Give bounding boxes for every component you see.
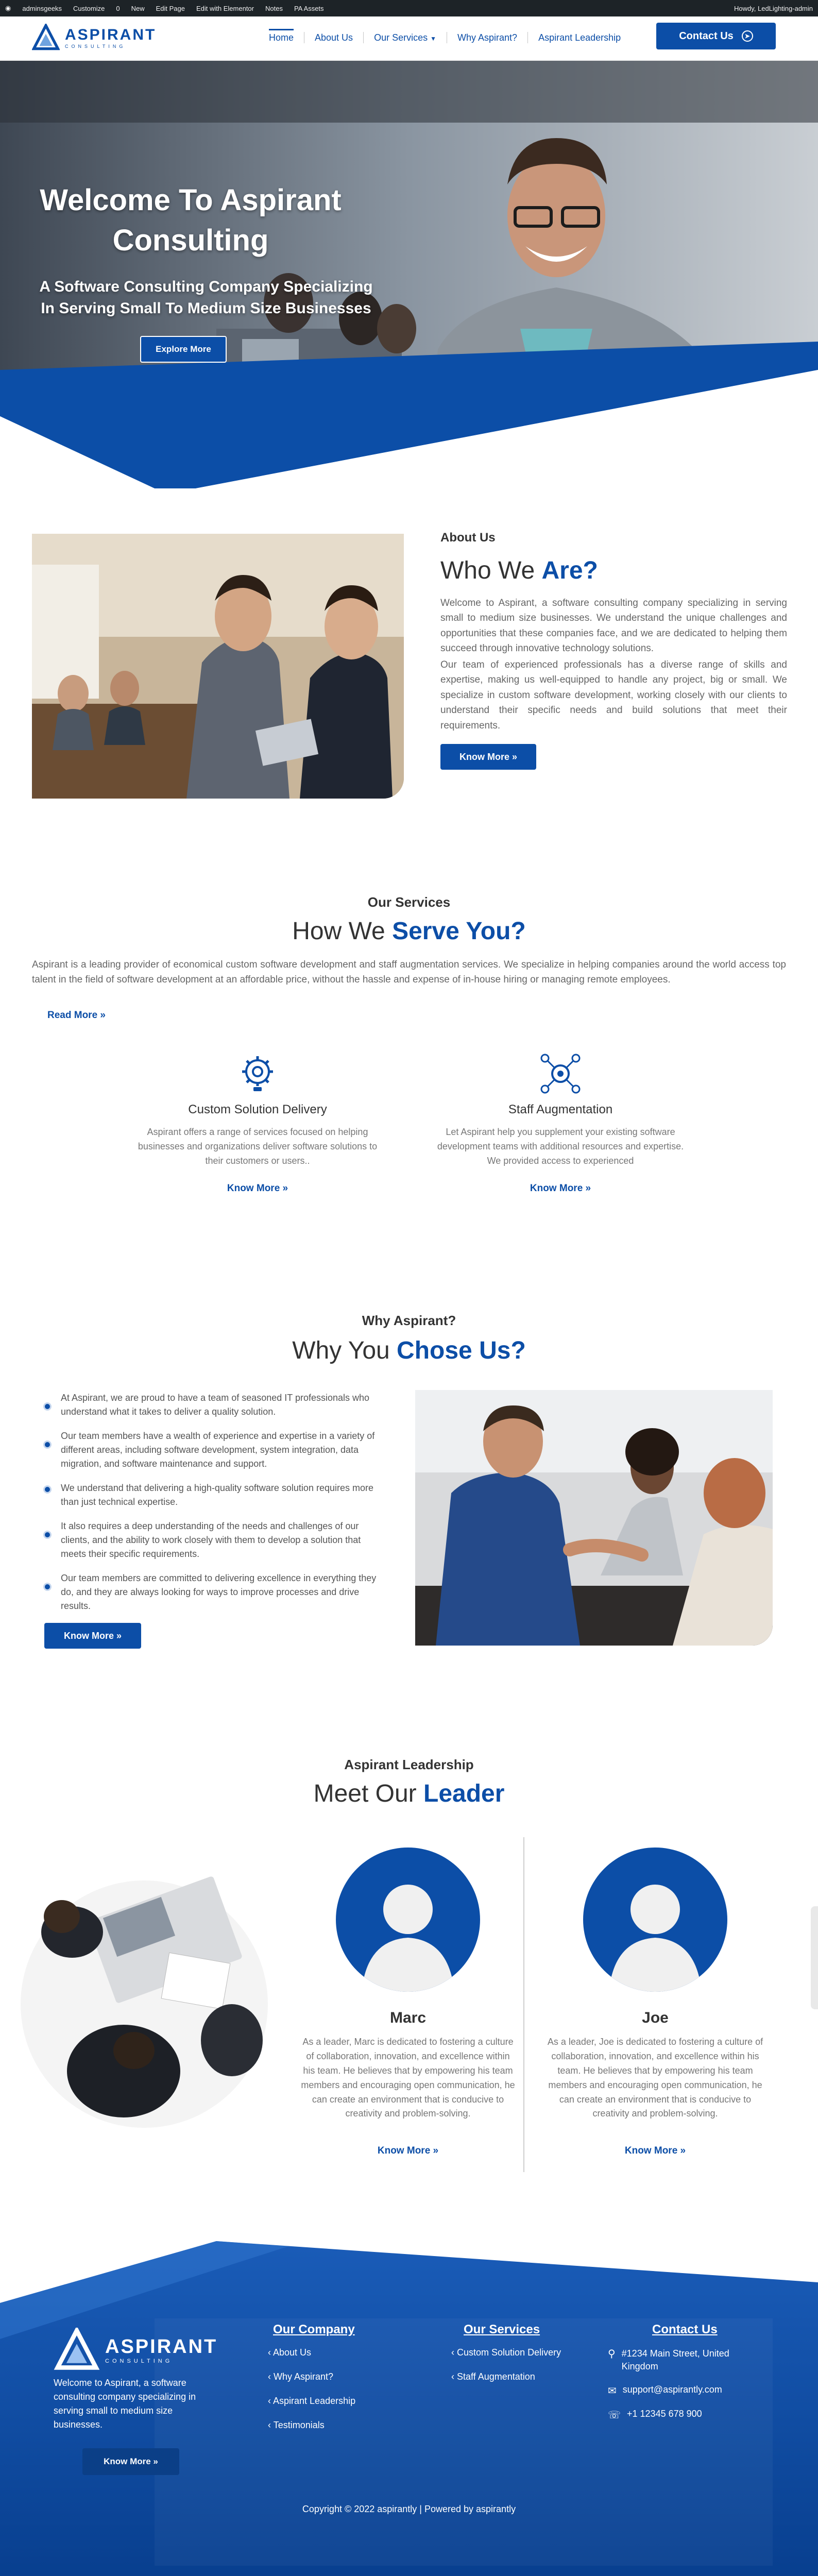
logo-triangle-icon	[32, 24, 60, 52]
why-point-text: Our team members have a wealth of experience and expertise in a variety of different areas, including software development, system integration, data migration, and software maintenance and support.	[61, 1431, 375, 1469]
services-eyebrow: Our Services	[367, 894, 451, 910]
about-title	[440, 556, 598, 585]
nav-divider	[527, 32, 528, 43]
handshake-meeting-image	[415, 1390, 773, 1646]
about-eyebrow: About Us	[440, 531, 496, 545]
footer-address-text: #1234 Main Street, United Kingdom	[621, 2348, 729, 2372]
hero-subtitle-line2: In Serving Small To Medium Size Businesses	[41, 300, 371, 317]
footer-link-aspirant-leadership[interactable]	[268, 2396, 355, 2406]
nav-about-us[interactable]: About Us	[315, 32, 353, 43]
hero-subtitle-line1: A Software Consulting Company Specializing	[39, 278, 373, 295]
explore-more-button[interactable]: Explore More	[140, 336, 227, 363]
site-footer	[0, 2241, 818, 2576]
why-point	[43, 1481, 378, 1509]
footer-services-heading: Our Services	[464, 2323, 540, 2336]
leader-link-joe[interactable]: Know More »	[624, 2145, 686, 2156]
admin-bar-customize[interactable]: Customize	[73, 4, 105, 12]
nav-divider	[363, 32, 364, 43]
why-title-accent: Chose Us?	[397, 1337, 526, 1364]
hero-title	[10, 180, 371, 261]
contact-us-label: Contact Us	[679, 30, 734, 42]
bullet-dot-icon	[43, 1531, 52, 1539]
logo-triangle-icon	[54, 2328, 100, 2372]
map-pin-icon: ⚲	[608, 2348, 616, 2360]
services-intro: Aspirant is a leading provider of economical custom software development and staff augmentation services. We specialize in helping companies around the world access top talent in the field of software development at an affordable price, without the hassle and expense of in-house hiring or managing remote employees.	[32, 959, 786, 986]
why-point-text: Our team members are committed to delivering excellence in everything they do, and they are always looking for ways to improve processes and drive results.	[61, 1573, 377, 1611]
admin-bar-new[interactable]: New	[131, 4, 145, 12]
why-know-more-button[interactable]: Know More »	[44, 1623, 141, 1649]
why-point-text: We understand that delivering a high-quality software solution requires more than just technical expertise.	[61, 1483, 373, 1507]
leader-name-marc: Marc	[389, 2009, 427, 2026]
service-card-text-2: Let Aspirant help you supplement your existing software development teams with additional resources and expertise. We provided access to experienced	[437, 1127, 684, 1166]
leader-avatar-joe	[583, 1848, 727, 1992]
contact-us-button[interactable]	[656, 23, 776, 49]
footer-link-label: Why Aspirant?	[274, 2371, 334, 2382]
bullet-dot-icon	[43, 1440, 52, 1449]
leadership-title-plain: Meet Our	[313, 1780, 423, 1807]
why-point	[43, 1519, 378, 1561]
chevron-left-icon: ‹	[451, 2347, 454, 2358]
hero-title-line2: Consulting	[112, 224, 269, 258]
gear-bulb-icon	[237, 1053, 278, 1094]
team-overhead-image	[10, 1855, 278, 2154]
footer-know-more-button[interactable]: Know More »	[82, 2448, 179, 2475]
leader-link-marc[interactable]: Know More »	[377, 2145, 439, 2156]
why-point-text: At Aspirant, we are proud to have a team of seasoned IT professionals who understand what it takes to deliver a quality solution.	[61, 1393, 370, 1417]
carousel-next-card-peek[interactable]	[811, 1906, 818, 2009]
network-gear-icon	[540, 1053, 581, 1094]
about-title-accent: Are?	[541, 557, 598, 584]
why-point	[43, 1429, 378, 1471]
leader-bio-marc: As a leader, Marc is dedicated to fostering a culture of collaboration, innovation, and excellence within his team. He believes that by empowering his team members and encouraging open communication, he can create an environment that is conducive to creativity and problem-solving.	[301, 2037, 515, 2119]
phone-icon: ☏	[608, 2410, 621, 2421]
chevron-left-icon: ‹	[268, 2371, 271, 2382]
mail-icon: ✉	[608, 2385, 617, 2397]
footer-services-links	[451, 2347, 561, 2382]
admin-bar-greeting[interactable]: Howdy, LedLighting-admin	[734, 4, 813, 12]
chevron-left-icon: ‹	[268, 2347, 271, 2358]
footer-link-testimonials[interactable]	[268, 2420, 355, 2431]
admin-bar-edit-page[interactable]: Edit Page	[156, 4, 185, 12]
logo-text: ASPIRANT	[65, 26, 157, 43]
bullet-dot-icon	[43, 1485, 52, 1494]
site-header	[0, 16, 818, 61]
chevron-left-icon: ‹	[451, 2371, 454, 2382]
caret-down-icon: ▼	[430, 35, 436, 42]
why-point	[43, 1571, 378, 1613]
hero-title-line1: Welcome To Aspirant	[40, 183, 342, 217]
footer-link-label: Testimonials	[273, 2420, 325, 2430]
about-para1: Welcome to Aspirant, a software consulting company specializing in serving small to medium size businesses. We understand the unique challenges and opportunities that these companies face, and we are dedicated to helping them succeed through innovative technology solutions.	[440, 598, 787, 654]
service-card-text-1: Aspirant offers a range of services focused on helping businesses and organizations deliver software solutions to their customers or users..	[138, 1127, 378, 1166]
footer-contact-heading: Contact Us	[652, 2323, 718, 2336]
why-points-list	[43, 1391, 378, 1623]
person-silhouette-icon	[336, 1848, 480, 1992]
leadership-eyebrow: Aspirant Leadership	[344, 1757, 474, 1772]
footer-link-label: Custom Solution Delivery	[457, 2347, 561, 2358]
leadership-title	[0, 1780, 818, 1808]
nav-our-services-label: Our Services	[374, 32, 428, 43]
services-read-more-link[interactable]: Read More »	[47, 1010, 106, 1021]
nav-aspirant-leadership[interactable]: Aspirant Leadership	[538, 32, 621, 43]
logo-subtitle: CONSULTING	[65, 44, 126, 49]
leader-bio-joe: As a leader, Joe is dedicated to fostering a culture of collaboration, innovation, and excellence within his team. He believes that by empowering his team members and encouraging open communication, he can create an environment that is conducive to creativity and problem-solving.	[547, 2037, 763, 2119]
about-title-plain: Who We	[440, 557, 542, 584]
footer-email-text: support@aspirantly.com	[622, 2384, 722, 2395]
admin-bar-notes[interactable]: Notes	[265, 4, 283, 12]
footer-logo[interactable]	[54, 2328, 217, 2372]
admin-bar-pa-assets[interactable]: PA Assets	[294, 4, 324, 12]
hero-section	[0, 61, 818, 488]
services-title-accent: Serve You?	[392, 918, 526, 945]
service-card-title-2: Staff Augmentation	[508, 1103, 613, 1116]
nav-our-services[interactable]	[374, 32, 436, 43]
why-title-plain: Why You	[292, 1337, 397, 1364]
footer-about-text: Welcome to Aspirant, a software consulting company specializing in serving small to medium size businesses.	[54, 2378, 196, 2430]
footer-company-links	[268, 2347, 355, 2431]
why-photo	[415, 1390, 773, 1646]
why-point	[43, 1391, 378, 1419]
service-card-link-2[interactable]: Know More »	[530, 1183, 591, 1194]
footer-link-label: Aspirant Leadership	[273, 2396, 356, 2406]
bullet-dot-icon	[43, 1402, 52, 1411]
main-nav	[269, 32, 621, 43]
why-point-text: It also requires a deep understanding of the needs and challenges of our clients, and the ability to work closely with them to develop a solution that meets their specific requirements.	[61, 1521, 361, 1559]
wp-admin-bar	[0, 0, 818, 16]
footer-company-heading: Our Company	[273, 2323, 355, 2336]
hero-subtitle	[10, 276, 402, 319]
arrow-circle-right-icon: ➤	[742, 30, 753, 42]
footer-phone-text: +1 12345 678 900	[627, 2409, 702, 2419]
footer-link-why-aspirant[interactable]	[268, 2371, 355, 2382]
why-title	[0, 1336, 818, 1365]
footer-link-label: Staff Augmentation	[457, 2371, 535, 2382]
chevron-left-icon: ‹	[268, 2420, 271, 2430]
site-logo[interactable]	[32, 24, 156, 52]
about-photo	[32, 534, 404, 799]
business-men-image	[32, 534, 404, 799]
leader-name-joe: Joe	[642, 2009, 669, 2026]
person-silhouette-icon	[583, 1848, 727, 1992]
chevron-left-icon: ‹	[268, 2396, 271, 2406]
why-eyebrow: Why Aspirant?	[362, 1313, 456, 1328]
hero-background-image	[0, 61, 818, 488]
service-card-title-1: Custom Solution Delivery	[188, 1103, 327, 1116]
footer-link-label: About Us	[273, 2347, 312, 2358]
bullet-dot-icon	[43, 1583, 52, 1591]
services-title	[0, 917, 818, 945]
admin-bar-elementor[interactable]: Edit with Elementor	[196, 4, 254, 12]
footer-copyright: Copyright © 2022 aspirantly | Powered by aspirantly	[302, 2504, 516, 2514]
footer-logo-text: ASPIRANT	[105, 2335, 218, 2358]
nav-why-aspirant[interactable]: Why Aspirant?	[457, 32, 518, 43]
footer-contact-address	[608, 2347, 762, 2373]
footer-link-about-us[interactable]	[268, 2347, 355, 2358]
admin-bar-site[interactable]: adminsgeeks	[22, 4, 62, 12]
footer-link-custom-solution[interactable]	[451, 2347, 561, 2358]
footer-contact-list	[608, 2347, 762, 2421]
footer-contact-phone[interactable]	[608, 2409, 762, 2421]
admin-bar-comments[interactable]: 0	[116, 4, 120, 12]
nav-home[interactable]: Home	[269, 29, 294, 43]
about-para2: Our team of experienced professionals has a diverse range of skills and expertise, making us well-equipped to handle any project, big or small. We specialize in custom software development, working closely with our clients to understand their specific needs and build solutions that meet their requirements.	[440, 659, 787, 731]
wordpress-icon[interactable]: ◉	[5, 4, 11, 12]
services-title-plain: How We	[292, 918, 393, 945]
footer-logo-subtitle: CONSULTING	[105, 2358, 173, 2364]
leader-divider	[523, 1837, 524, 2172]
leadership-title-accent: Leader	[423, 1780, 505, 1807]
footer-link-staff-augmentation[interactable]	[451, 2371, 561, 2382]
service-card-link-1[interactable]: Know More »	[227, 1183, 288, 1194]
leader-avatar-marc	[336, 1848, 480, 1992]
about-know-more-button[interactable]: Know More »	[440, 744, 536, 770]
footer-contact-email[interactable]	[608, 2384, 762, 2397]
